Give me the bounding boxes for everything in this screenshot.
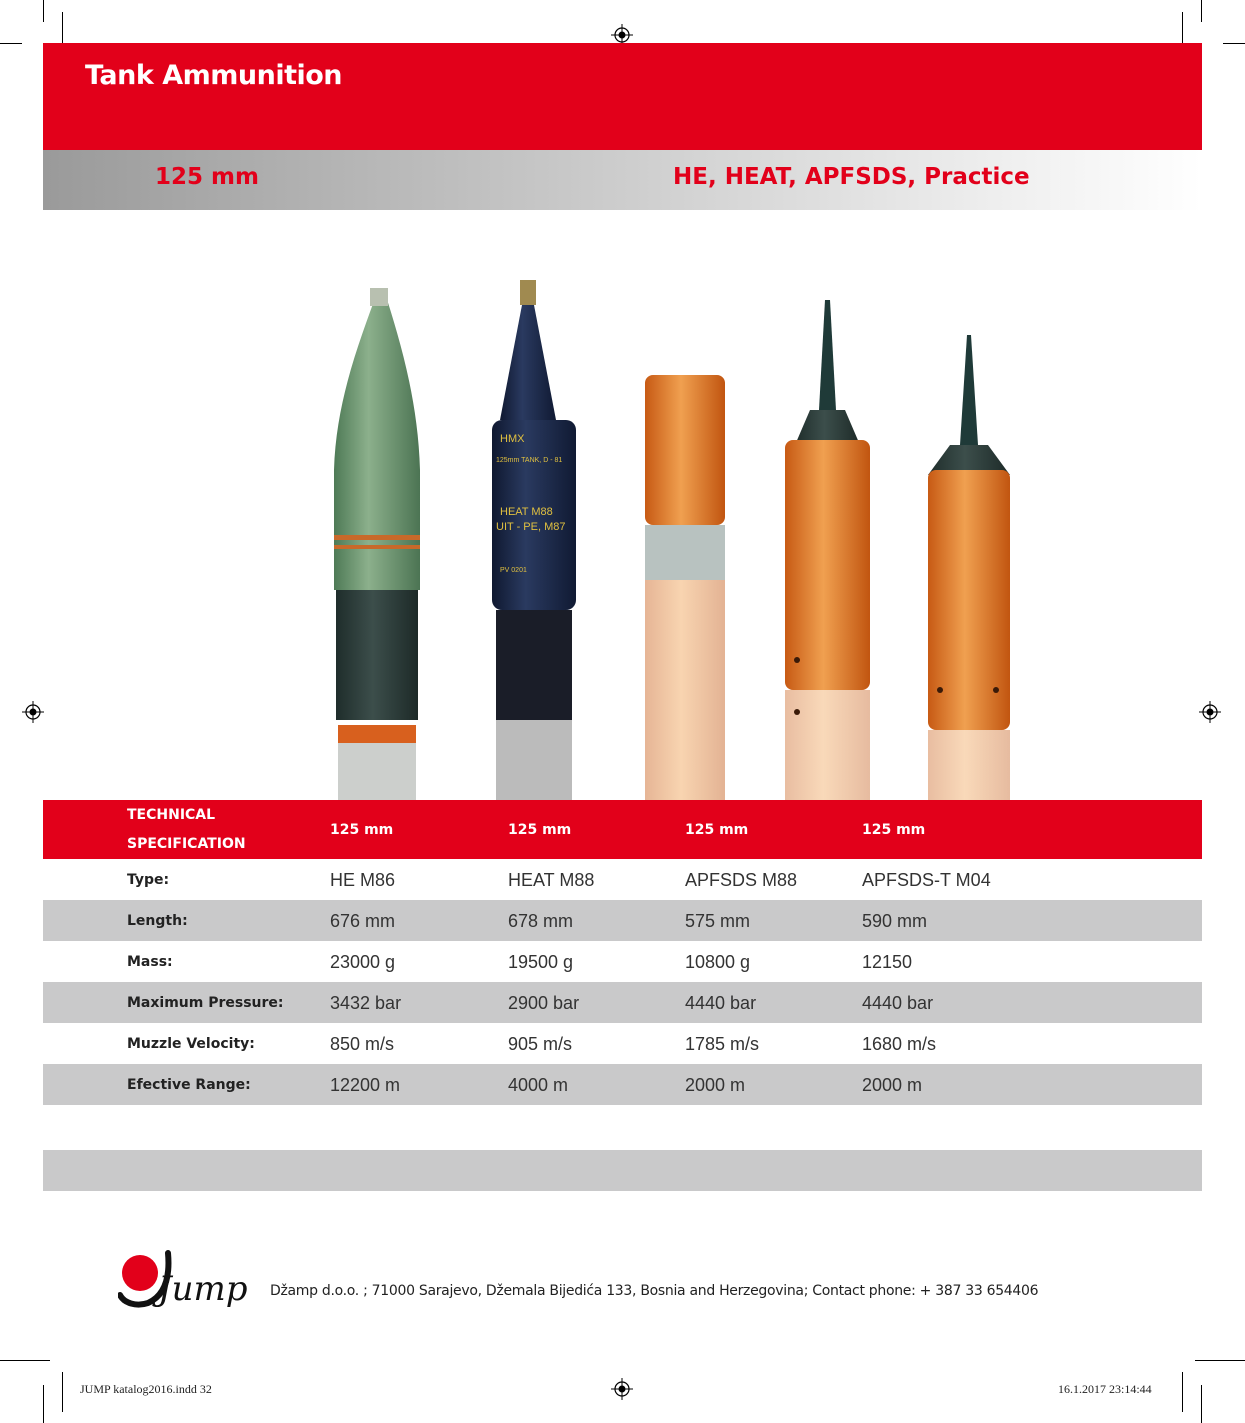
table-cell: 1785 m/s: [685, 1034, 760, 1054]
table-cell: 12200 m: [330, 1075, 401, 1095]
round-label-text: UIT - PE, M87: [496, 521, 566, 533]
crop-mark: [1182, 1372, 1183, 1412]
print-slug-file: JUMP katalog2016.indd 32: [80, 1382, 212, 1396]
table-cell: 4440 bar: [685, 993, 757, 1013]
ammunition-photo: [320, 270, 1040, 800]
contact-info: Džamp d.o.o. ; 71000 Sarajevo, Džemala Bijedića 133, Bosnia and Herzegovina; Contact phone: + 387 33 654406: [270, 1283, 1039, 1299]
round-label-text: PV 0201: [500, 567, 527, 574]
table-cell: HE M86: [330, 870, 396, 890]
table-cell: 12150: [862, 952, 913, 972]
table-cell: 23000 g: [330, 952, 396, 972]
table-row: [43, 941, 1202, 982]
crop-mark: [1201, 1385, 1202, 1423]
round-label-text: 125mm TANK, D - 81: [496, 457, 563, 464]
table-header-label: SPECIFICATION: [127, 836, 246, 852]
table-cell: HEAT M88: [508, 870, 595, 890]
table-row: [43, 859, 1202, 900]
crop-mark: [1223, 43, 1245, 44]
table-row: [43, 900, 1202, 941]
table-cell: 2000 m: [862, 1075, 923, 1095]
round-label-text: HEAT M88: [500, 506, 553, 518]
blank-table-row: [43, 1150, 1202, 1191]
table-cell: 10800 g: [685, 952, 751, 972]
apfsds-round: [645, 375, 725, 800]
apfsds-t-round: [928, 335, 1010, 800]
print-slug-date: 16.1.2017 23:14:44: [1058, 1382, 1152, 1396]
round-label-text: HMX: [500, 433, 525, 445]
table-row: [43, 1064, 1202, 1105]
registration-mark-icon: [611, 1378, 633, 1400]
table-cell: 2900 bar: [508, 993, 580, 1013]
table-cell: 850 m/s: [330, 1034, 395, 1054]
table-cell: APFSDS M88: [685, 870, 798, 890]
heat-round: [492, 280, 576, 800]
spec-table: [43, 800, 1202, 1105]
apfsds-round: [785, 300, 870, 800]
table-cell: 4440 bar: [862, 993, 934, 1013]
table-cell: 590 mm: [862, 911, 928, 931]
table-row: [43, 1023, 1202, 1064]
crop-mark: [62, 1372, 63, 1412]
ammunition-types-heading: HE, HEAT, APFSDS, Practice: [673, 164, 1030, 190]
crop-mark: [0, 1360, 50, 1361]
logo-text: Jump: [158, 1269, 248, 1309]
crop-mark: [0, 43, 22, 44]
crop-mark: [43, 0, 44, 22]
row-label: Type:: [127, 872, 170, 888]
table-cell: 905 m/s: [508, 1034, 573, 1054]
crop-mark: [1201, 0, 1202, 22]
page-title: Tank Ammunition: [85, 60, 343, 91]
column-header: 125 mm: [330, 822, 394, 838]
row-label: Length:: [127, 913, 188, 929]
table-cell: 3432 bar: [330, 993, 402, 1013]
jump-logo: [118, 1245, 258, 1315]
table-cell: 575 mm: [685, 911, 751, 931]
column-header: 125 mm: [862, 822, 926, 838]
registration-mark-icon: [22, 701, 44, 723]
table-cell: 4000 m: [508, 1075, 569, 1095]
crop-mark: [43, 1385, 44, 1423]
table-header-row: [43, 800, 1202, 859]
table-cell: 676 mm: [330, 911, 396, 931]
row-label: Efective Range:: [127, 1077, 251, 1093]
column-header: 125 mm: [685, 822, 749, 838]
column-header: 125 mm: [508, 822, 572, 838]
table-cell: 1680 m/s: [862, 1034, 937, 1054]
crop-mark: [1195, 1360, 1245, 1361]
table-cell: APFSDS-T M04: [862, 870, 991, 890]
row-label: Muzzle Velocity:: [127, 1036, 255, 1052]
row-label: Maximum Pressure:: [127, 995, 284, 1011]
caliber-heading: 125 mm: [155, 164, 259, 190]
table-cell: 2000 m: [685, 1075, 746, 1095]
row-label: Mass:: [127, 954, 173, 970]
table-header-label: TECHNICAL: [127, 807, 216, 823]
table-cell: 678 mm: [508, 911, 574, 931]
table-row: [43, 982, 1202, 1023]
registration-mark-icon: [1199, 701, 1221, 723]
table-cell: 19500 g: [508, 952, 574, 972]
he-round: [334, 288, 420, 800]
